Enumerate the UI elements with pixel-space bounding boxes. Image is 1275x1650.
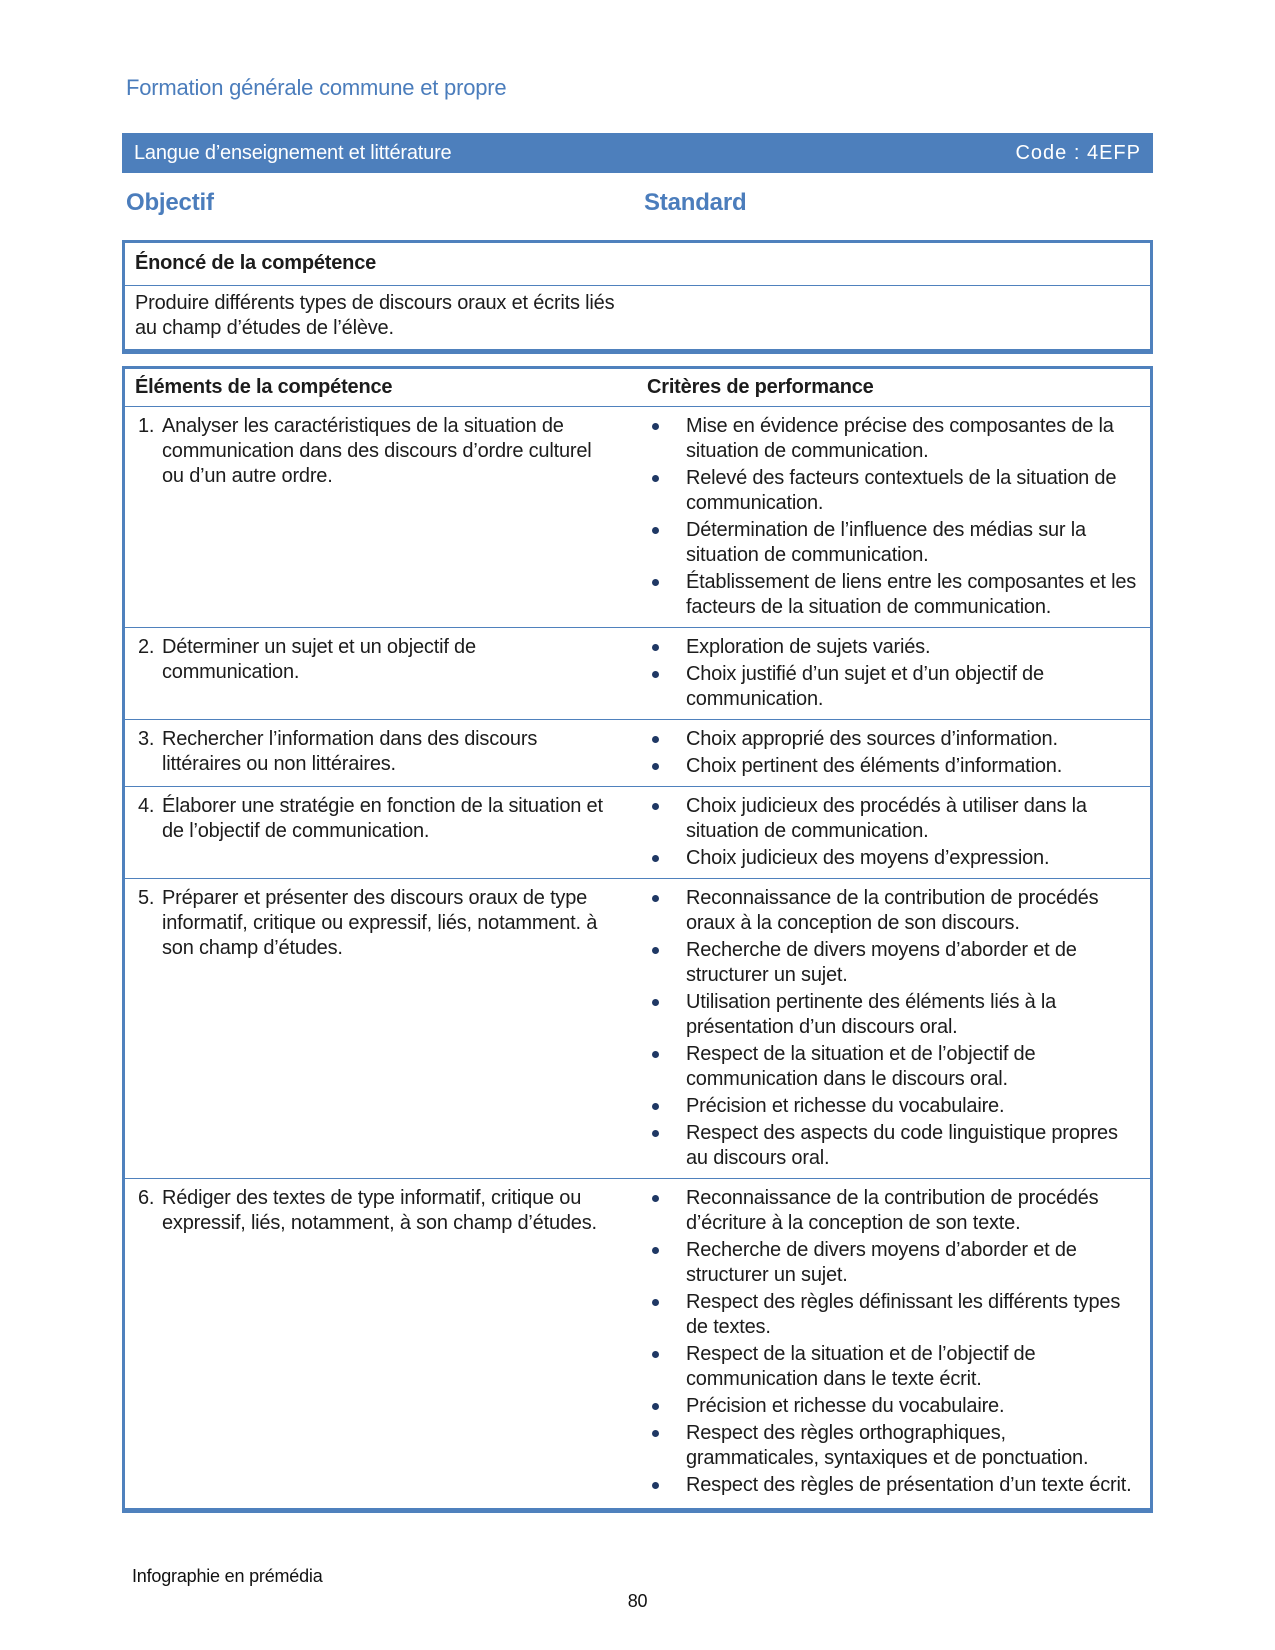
criteria-item: Recherche de divers moyens d’aborder et de structurer un sujet. xyxy=(647,938,1150,988)
criteria-item: Respect de la situation et de l’objectif de communication dans le texte écrit. xyxy=(647,1342,1150,1392)
criteria-item: Choix approprié des sources d’information. xyxy=(647,727,1150,752)
page-number: 80 xyxy=(627,1591,648,1611)
criteria-item: Respect des règles orthographiques, grammaticales, syntaxiques et de ponctuation. xyxy=(647,1421,1150,1471)
criteria-item: Choix judicieux des moyens d’expression. xyxy=(647,846,1150,871)
element-text: Analyser les caractéristiques de la situation de communication dans des discours d’ordre culturel ou d’un autre ordre. xyxy=(162,415,592,487)
course-code: Code : 4EFP xyxy=(1015,141,1141,164)
criteria-list xyxy=(647,794,1150,871)
row-number: 3. xyxy=(138,728,155,750)
course-header-bar xyxy=(122,133,1153,173)
criteria-item: Exploration de sujets variés. xyxy=(647,635,1150,660)
element-text: Élaborer une stratégie en fonction de la situation et de l’objectif de communication. xyxy=(162,795,603,842)
enonce-body xyxy=(125,286,1150,349)
element-text: Préparer et présenter des discours oraux de type informatif, critique ou expressif, liés, notamment. à son champ d’études. xyxy=(162,887,598,959)
criteria-list xyxy=(647,635,1150,712)
row-number: 5. xyxy=(138,887,155,909)
criteria-item: Respect des règles de présentation d’un texte écrit. xyxy=(647,1473,1150,1498)
criteria-list xyxy=(647,414,1150,620)
criteria-item: Respect de la situation et de l’objectif de communication dans le discours oral. xyxy=(647,1042,1150,1092)
table-row xyxy=(125,719,1150,786)
criteria-item: Choix judicieux des procédés à utiliser dans la situation de communication. xyxy=(647,794,1150,844)
section-title: Formation générale commune et propre xyxy=(126,75,507,100)
table-row xyxy=(125,786,1150,878)
enonce-header: Énoncé de la compétence xyxy=(125,243,1150,286)
row-number: 6. xyxy=(138,1187,155,1209)
enonce-table xyxy=(122,240,1153,354)
criteria-item: Recherche de divers moyens d’aborder et de structurer un sujet. xyxy=(647,1238,1150,1288)
row-number: 2. xyxy=(138,636,155,658)
table-row xyxy=(125,627,1150,719)
criteres-header: Critères de performance xyxy=(647,376,874,398)
column-headings xyxy=(122,189,1153,217)
element-text: Rechercher l’information dans des discours littéraires ou non littéraires. xyxy=(162,728,538,775)
criteria-item: Mise en évidence précise des composantes de la situation de communication. xyxy=(647,414,1150,464)
criteria-item: Choix pertinent des éléments d’information. xyxy=(647,754,1150,779)
criteria-item: Précision et richesse du vocabulaire. xyxy=(647,1394,1150,1419)
objectif-heading: Objectif xyxy=(126,189,214,216)
element-text: Déterminer un sujet et un objectif de communication. xyxy=(162,636,476,683)
criteria-item: Détermination de l’influence des médias sur la situation de communication. xyxy=(647,518,1150,568)
criteria-item: Choix justifié d’un sujet et d’un objectif de communication. xyxy=(647,662,1150,712)
standard-heading: Standard xyxy=(644,189,747,216)
criteria-item: Précision et richesse du vocabulaire. xyxy=(647,1094,1150,1119)
criteria-list xyxy=(647,727,1150,779)
footer-label: Infographie en prémédia xyxy=(132,1566,323,1586)
criteria-item: Reconnaissance de la contribution de procédés d’écriture à la conception de son texte. xyxy=(647,1186,1150,1236)
criteria-list xyxy=(647,1186,1150,1498)
table-row xyxy=(125,878,1150,1178)
competence-table xyxy=(122,366,1153,1513)
element-text: Rédiger des textes de type informatif, critique ou expressif, liés, notamment, à son champ d’études. xyxy=(162,1187,597,1234)
criteria-item: Établissement de liens entre les composantes et les facteurs de la situation de communication. xyxy=(647,570,1150,620)
table-row xyxy=(125,407,1150,627)
criteria-list xyxy=(647,886,1150,1171)
criteria-item: Relevé des facteurs contextuels de la situation de communication. xyxy=(647,466,1150,516)
table-row xyxy=(125,1178,1150,1508)
competence-table-header xyxy=(125,369,1150,407)
elements-header: Éléments de la compétence xyxy=(135,376,393,398)
criteria-item: Utilisation pertinente des éléments liés à la présentation d’un discours oral. xyxy=(647,990,1150,1040)
criteria-item: Respect des règles définissant les différents types de textes. xyxy=(647,1290,1150,1340)
row-number: 4. xyxy=(138,795,155,817)
criteria-item: Reconnaissance de la contribution de procédés oraux à la conception de son discours. xyxy=(647,886,1150,936)
enonce-text: Produire différents types de discours oraux et écrits liés au champ d’études de l’élève. xyxy=(135,292,615,339)
course-title: Langue d’enseignement et littérature xyxy=(134,141,452,164)
row-number: 1. xyxy=(138,415,155,437)
document-page xyxy=(0,75,1275,1650)
criteria-item: Respect des aspects du code linguistique propres au discours oral. xyxy=(647,1121,1150,1171)
